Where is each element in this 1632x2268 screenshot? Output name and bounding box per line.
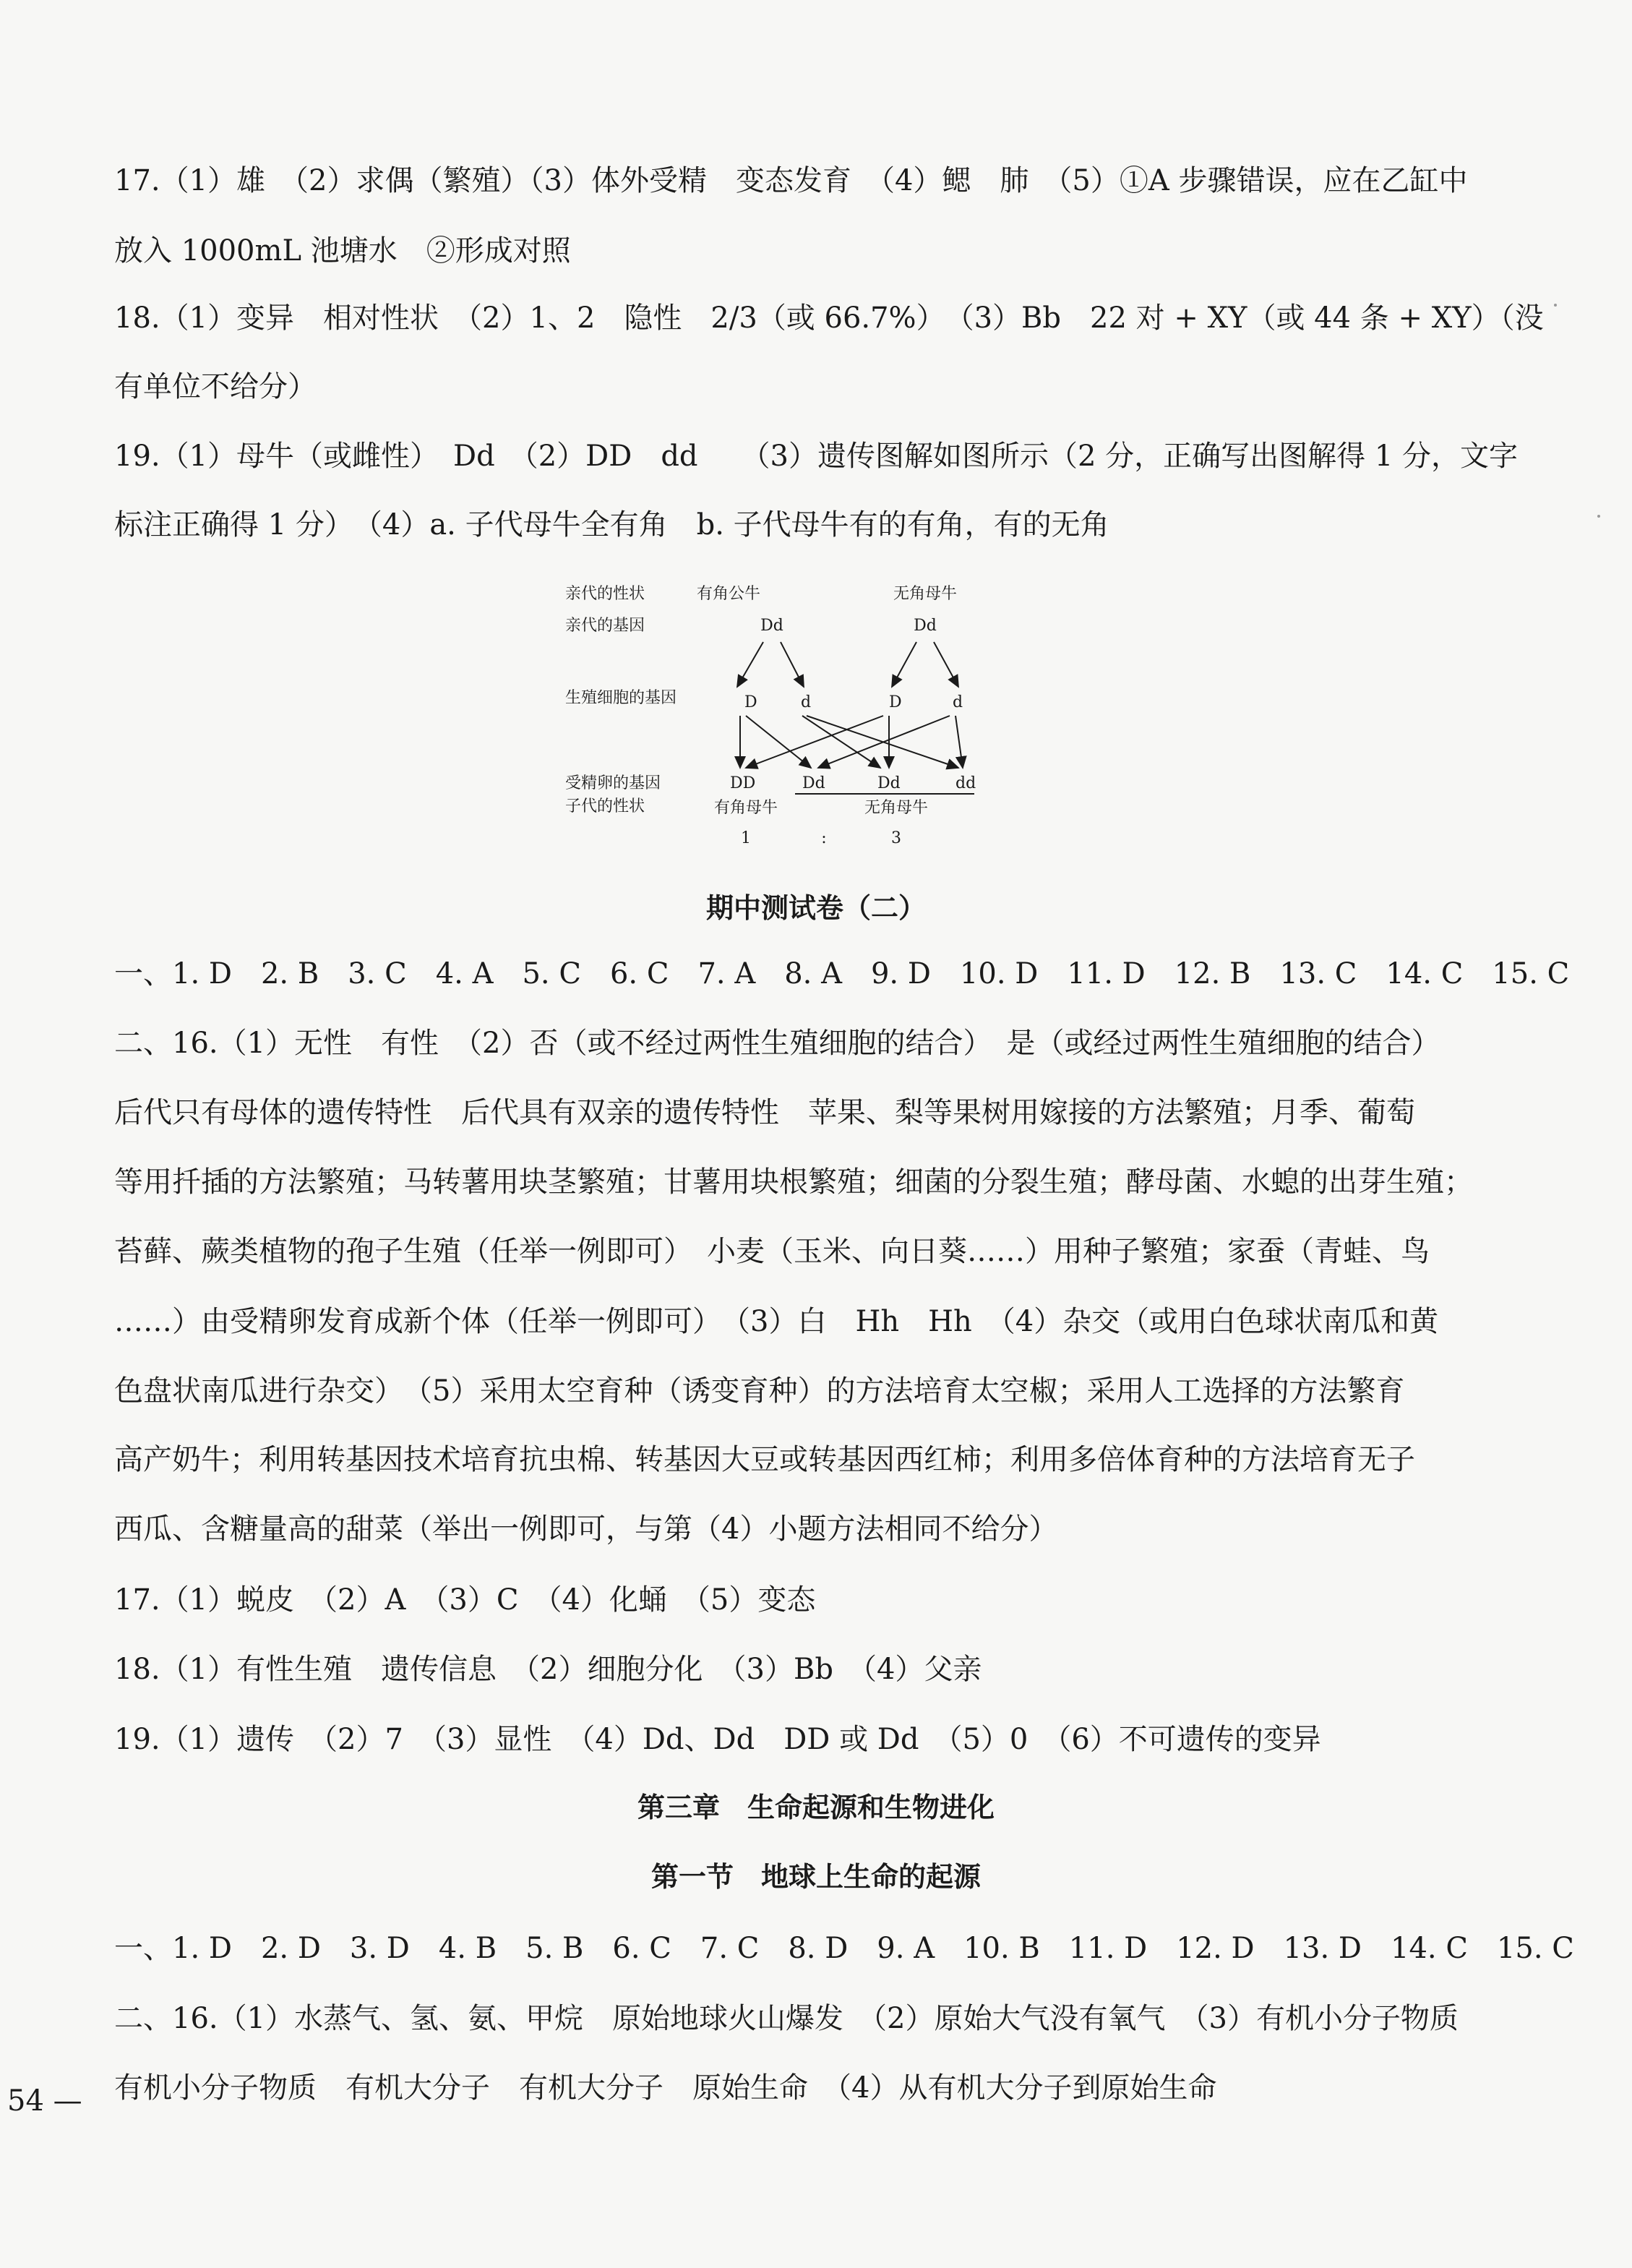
parent2-trait: 无角母牛 [893,585,958,603]
gamete-D-1: D [744,693,757,711]
meiosis-arrows [737,642,958,687]
scan-speck [1597,515,1600,518]
chapter-heading: 第三章 生命起源和生物进化 [637,1792,995,1823]
answer-line: 标注正确得 1 分） （4）a. 子代母牛全有角 b. 子代母牛有的有角，有的无角 [114,508,1109,542]
section-heading: 第一节 地球上生命的起源 [650,1861,981,1893]
zygote-Dd-2: Dd [877,774,901,792]
answer-line: 等用扦插的方法繁殖；马转薯用块茎繁殖；甘薯用块根繁殖；细菌的分裂生殖；酵母菌、水螅的出芽生殖； [114,1165,1473,1199]
answer-line: 19.（1）遗传 （2）7 （3）显性 （4）Dd、Dd DD 或 Dd （5）0 （6）不可遗传的变异 [114,1723,1321,1756]
fertilization-arrows [740,716,963,768]
answer-line: 苔藓、蕨类植物的孢子生殖（任举一例即可） 小麦（玉米、向日葵……）用种子繁殖；家蚕（青蛙、鸟 [114,1235,1430,1268]
ratio-left: 1 [741,829,751,847]
page-number: 54 — [7,2084,82,2118]
answer-line: 一、1. D 2. D 3. D 4. B 5. B 6. C 7. C 8. D 9. A 10. B 11. D 12. D 13. D 14. C 15. C [114,1932,1574,1965]
answer-line: 高产奶牛；利用转基因技术培育抗虫棉、转基因大豆或转基因西红柿；利用多倍体育种的方法培育无子 [114,1443,1415,1476]
label-offspring-trait: 子代的性状 [565,797,645,816]
scan-speck [1554,304,1557,307]
label-zygote-gene: 受精卵的基因 [565,774,661,792]
answer-line: 西瓜、含糖量高的甜菜（举出一例即可，与第（4）小题方法相同不给分） [114,1512,1058,1546]
answer-line: ……）由受精卵发育成新个体（任举一例即可） （3）白 Hh Hh （4）杂交（或用白色球状南瓜和黄 [114,1305,1439,1338]
answer-line: 有单位不给分） [114,370,317,403]
label-gamete-gene: 生殖细胞的基因 [565,689,677,707]
gamete-d-1: d [801,693,812,711]
ratio-separator: : [821,829,827,847]
answer-line: 19.（1）母牛（或雌性） Dd （2）DD dd （3）遗传图解如图所示（2 分，正确写出图解得 1 分，文字 [114,440,1519,473]
answer-line: 17.（1）雄 （2）求偶（繁殖）（3）体外受精 变态发育 （4）鳃 肺 （5）①A 步骤错误，应在乙缸中 [114,164,1468,197]
parent2-gene: Dd [914,617,937,635]
ratio-right: 3 [891,829,901,847]
answer-line: 一、1. D 2. B 3. C 4. A 5. C 6. C 7. A 8. A 9. D 10. D 11. D 12. B 13. C 14. C 15. C [114,957,1570,990]
answer-line: 后代只有母体的遗传特性 后代具有双亲的遗传特性 苹果、梨等果树用嫁接的方法繁殖；月季、葡萄 [114,1096,1415,1129]
answer-line: 18.（1）变异 相对性状 （2）1、2 隐性 2/3（或 66.7%） （3）Bb 22 对 + XY（或 44 条 + XY）（没 [114,301,1544,335]
genetic-cross-diagram [557,578,990,860]
answer-line: 二、16.（1）无性 有性 （2）否（或不经过两性生殖细胞的结合） 是（或经过两性生殖细胞的结合） [114,1027,1440,1060]
offspring-trait-polled: 无角母牛 [864,799,929,817]
answer-line: 二、16.（1）水蒸气、氢、氨、甲烷 原始地球火山爆发 （2）原始大气没有氧气 （3）有机小分子物质 [114,2002,1459,2035]
parent1-gene: Dd [760,617,783,635]
zygote-dd: dd [955,774,976,792]
answer-line: 18.（1）有性生殖 遗传信息 （2）细胞分化 （3）Bb （4）父亲 [114,1653,982,1686]
answer-line: 有机小分子物质 有机大分子 有机大分子 原始生命 （4）从有机大分子到原始生命 [114,2071,1217,2105]
label-parent-trait: 亲代的性状 [565,585,645,603]
answer-line: 放入 1000mL 池塘水 ②形成对照 [114,234,571,268]
gamete-d-2: d [953,693,963,711]
zygote-DD: DD [730,774,756,792]
label-parent-gene: 亲代的基因 [565,617,645,635]
zygote-Dd-1: Dd [802,774,825,792]
gamete-D-2: D [889,693,902,711]
parent1-trait: 有角公牛 [696,585,761,603]
answer-line: 色盘状南瓜进行杂交） （5）采用太空育种（诱变育种）的方法培育太空椒；采用人工选择的方法繁育 [114,1374,1405,1408]
section-heading-midterm: 期中测试卷（二） [705,892,926,924]
offspring-trait-horned: 有角母牛 [713,799,778,817]
answer-line: 17.（1）蜕皮 （2）A （3）C （4）化蛹 （5）变态 [114,1583,816,1617]
